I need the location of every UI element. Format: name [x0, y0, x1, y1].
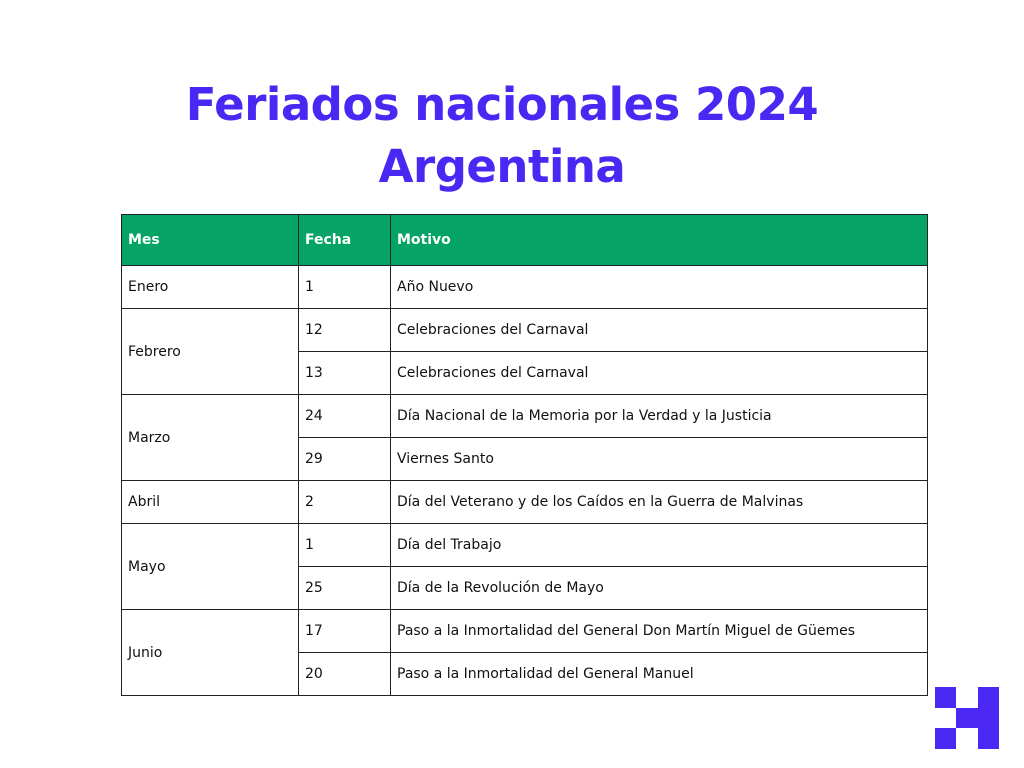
reason-cell: Día de la Revolución de Mayo — [391, 567, 928, 610]
holidays-table — [121, 214, 928, 696]
date-cell: 25 — [299, 567, 391, 610]
reason-cell: Paso a la Inmortalidad del General Don Martín Miguel de Güemes — [391, 610, 928, 653]
reason-cell: Viernes Santo — [391, 438, 928, 481]
date-cell: 12 — [299, 309, 391, 352]
month-cell: Marzo — [122, 395, 299, 481]
reason-cell: Paso a la Inmortalidad del General Manuel — [391, 653, 928, 696]
brand-logo-icon — [935, 687, 999, 749]
title-line-1: Feriados nacionales 2024 — [185, 78, 819, 131]
header-reason: Motivo — [391, 215, 928, 266]
table-row — [122, 395, 928, 438]
title-line-2: Argentina — [378, 140, 626, 193]
date-cell: 29 — [299, 438, 391, 481]
month-cell: Febrero — [122, 309, 299, 395]
header-month: Mes — [122, 215, 299, 266]
reason-cell: Día del Veterano y de los Caídos en la Guerra de Malvinas — [391, 481, 928, 524]
date-cell: 20 — [299, 653, 391, 696]
date-cell: 17 — [299, 610, 391, 653]
reason-cell: Celebraciones del Carnaval — [391, 352, 928, 395]
date-cell: 13 — [299, 352, 391, 395]
month-cell: Enero — [122, 266, 299, 309]
header-date: Fecha — [299, 215, 391, 266]
date-cell: 1 — [299, 524, 391, 567]
reason-cell: Celebraciones del Carnaval — [391, 309, 928, 352]
date-cell: 24 — [299, 395, 391, 438]
reason-cell: Día Nacional de la Memoria por la Verdad y la Justicia — [391, 395, 928, 438]
table-row — [122, 524, 928, 567]
table-row — [122, 610, 928, 653]
month-cell: Mayo — [122, 524, 299, 610]
table-row — [122, 266, 928, 309]
table-row — [122, 309, 928, 352]
table-header-row — [122, 215, 928, 266]
month-cell: Junio — [122, 610, 299, 696]
date-cell: 2 — [299, 481, 391, 524]
date-cell: 1 — [299, 266, 391, 309]
reason-cell: Año Nuevo — [391, 266, 928, 309]
page-title — [0, 74, 1004, 198]
reason-cell: Día del Trabajo — [391, 524, 928, 567]
table-row — [122, 481, 928, 524]
month-cell: Abril — [122, 481, 299, 524]
